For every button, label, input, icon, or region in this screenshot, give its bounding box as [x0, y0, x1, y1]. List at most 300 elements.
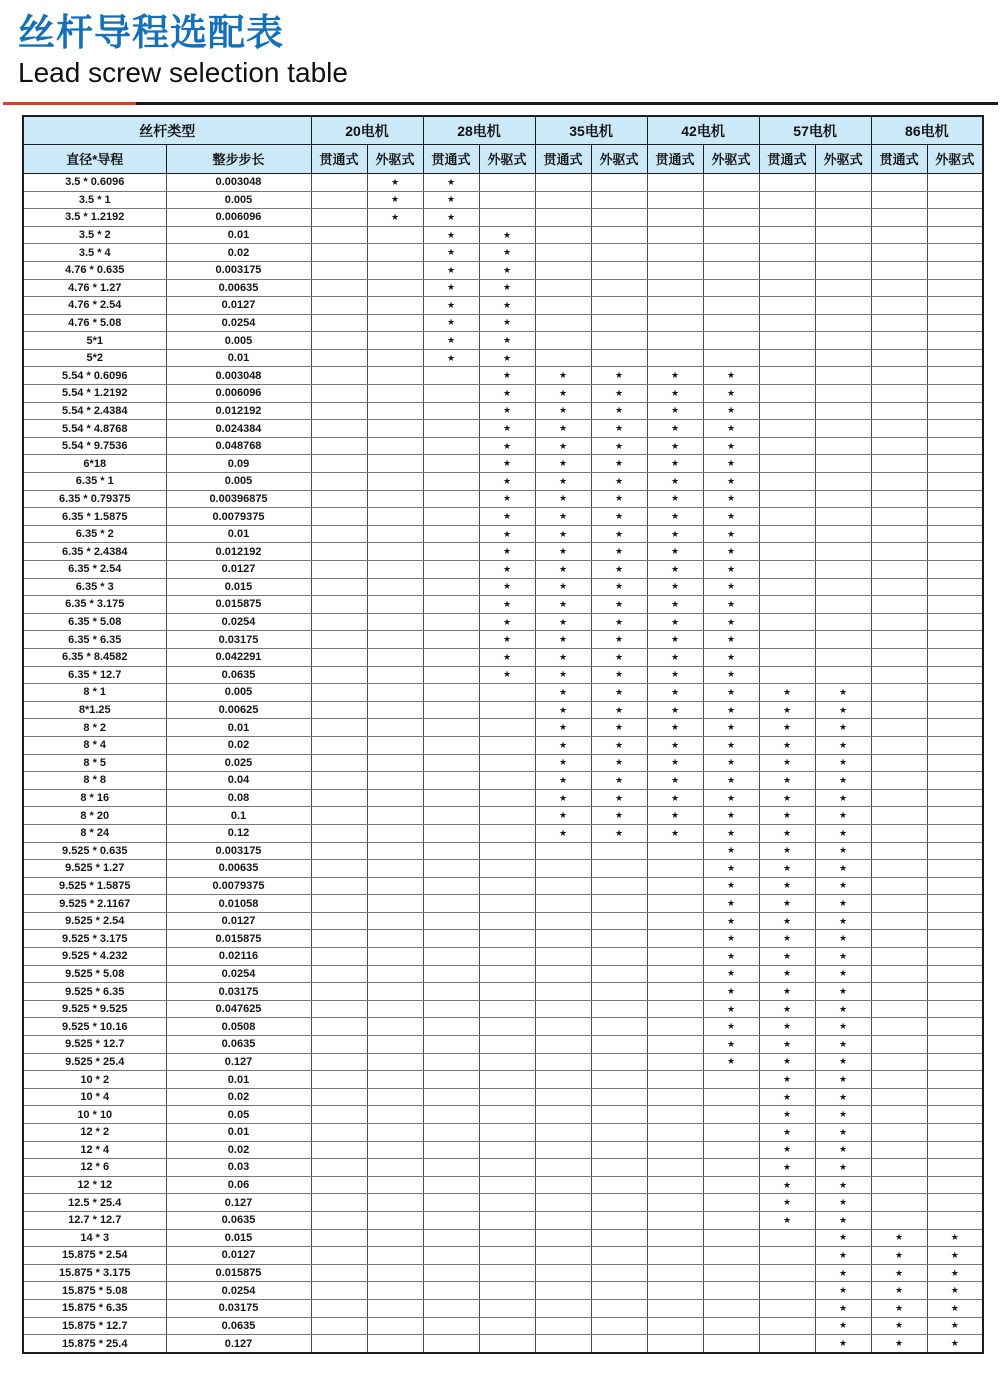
- empty-cell: [311, 332, 367, 350]
- empty-cell: [591, 1000, 647, 1018]
- empty-cell: [423, 1018, 479, 1036]
- empty-cell: [591, 1264, 647, 1282]
- empty-cell: [591, 226, 647, 244]
- star-cell: ★: [535, 701, 591, 719]
- star-cell: ★: [703, 473, 759, 491]
- star-cell: ★: [535, 455, 591, 473]
- empty-cell: [591, 1194, 647, 1212]
- empty-cell: [591, 983, 647, 1001]
- empty-cell: [311, 983, 367, 1001]
- empty-cell: [871, 807, 927, 825]
- empty-cell: [423, 473, 479, 491]
- empty-cell: [367, 666, 423, 684]
- empty-cell: [311, 314, 367, 332]
- star-cell: ★: [479, 297, 535, 315]
- empty-cell: [927, 1176, 983, 1194]
- table-row: [23, 173, 983, 191]
- empty-cell: [423, 1264, 479, 1282]
- star-cell: ★: [815, 1141, 871, 1159]
- full-step-cell: 0.0635: [166, 666, 311, 684]
- empty-cell: [423, 578, 479, 596]
- star-cell: ★: [591, 473, 647, 491]
- empty-cell: [367, 789, 423, 807]
- star-cell: ★: [591, 508, 647, 526]
- empty-cell: [311, 701, 367, 719]
- star-cell: ★: [535, 719, 591, 737]
- empty-cell: [759, 525, 815, 543]
- empty-cell: [815, 314, 871, 332]
- empty-cell: [423, 842, 479, 860]
- star-cell: ★: [479, 455, 535, 473]
- star-cell: ★: [535, 613, 591, 631]
- empty-cell: [311, 455, 367, 473]
- empty-cell: [871, 314, 927, 332]
- star-cell: ★: [703, 824, 759, 842]
- empty-cell: [927, 332, 983, 350]
- star-cell: ★: [703, 490, 759, 508]
- star-cell: ★: [815, 1159, 871, 1177]
- empty-cell: [479, 191, 535, 209]
- empty-cell: [591, 173, 647, 191]
- empty-cell: [311, 543, 367, 561]
- empty-cell: [591, 1053, 647, 1071]
- star-cell: ★: [535, 402, 591, 420]
- empty-cell: [871, 596, 927, 614]
- star-cell: ★: [591, 420, 647, 438]
- empty-cell: [367, 1036, 423, 1054]
- star-cell: ★: [703, 367, 759, 385]
- empty-cell: [815, 631, 871, 649]
- diameter-lead-cell: 6.35 * 1.5875: [23, 508, 166, 526]
- empty-cell: [927, 666, 983, 684]
- header-full-step: 整步步长: [166, 144, 311, 173]
- empty-cell: [591, 1071, 647, 1089]
- empty-cell: [591, 1299, 647, 1317]
- empty-cell: [367, 1282, 423, 1300]
- empty-cell: [311, 877, 367, 895]
- empty-cell: [647, 314, 703, 332]
- empty-cell: [367, 578, 423, 596]
- empty-cell: [759, 473, 815, 491]
- empty-cell: [367, 561, 423, 579]
- empty-cell: [423, 701, 479, 719]
- empty-cell: [367, 332, 423, 350]
- full-step-cell: 0.02: [166, 736, 311, 754]
- empty-cell: [927, 983, 983, 1001]
- full-step-cell: 0.03175: [166, 983, 311, 1001]
- empty-cell: [479, 1088, 535, 1106]
- empty-cell: [647, 860, 703, 878]
- empty-cell: [535, 1194, 591, 1212]
- star-cell: ★: [871, 1282, 927, 1300]
- table-row: [23, 244, 983, 262]
- star-cell: ★: [759, 1124, 815, 1142]
- star-cell: ★: [815, 983, 871, 1001]
- empty-cell: [703, 1088, 759, 1106]
- empty-cell: [703, 297, 759, 315]
- diameter-lead-cell: 3.5 * 1: [23, 191, 166, 209]
- full-step-cell: 0.015: [166, 578, 311, 596]
- empty-cell: [367, 824, 423, 842]
- star-cell: ★: [479, 525, 535, 543]
- empty-cell: [759, 279, 815, 297]
- empty-cell: [927, 525, 983, 543]
- empty-cell: [703, 1335, 759, 1354]
- empty-cell: [871, 1194, 927, 1212]
- empty-cell: [647, 1141, 703, 1159]
- empty-cell: [311, 226, 367, 244]
- empty-cell: [311, 525, 367, 543]
- star-cell: ★: [815, 1247, 871, 1265]
- diameter-lead-cell: 6.35 * 8.4582: [23, 648, 166, 666]
- empty-cell: [423, 754, 479, 772]
- empty-cell: [367, 1088, 423, 1106]
- diameter-lead-cell: 3.5 * 2: [23, 226, 166, 244]
- star-cell: ★: [703, 754, 759, 772]
- star-cell: ★: [423, 279, 479, 297]
- star-cell: ★: [535, 543, 591, 561]
- star-cell: ★: [647, 367, 703, 385]
- star-cell: ★: [535, 437, 591, 455]
- empty-cell: [367, 684, 423, 702]
- empty-cell: [535, 965, 591, 983]
- table-row: [23, 824, 983, 842]
- table-row: [23, 1264, 983, 1282]
- full-step-cell: 0.003048: [166, 173, 311, 191]
- empty-cell: [311, 1088, 367, 1106]
- empty-cell: [423, 1176, 479, 1194]
- star-cell: ★: [479, 666, 535, 684]
- empty-cell: [535, 332, 591, 350]
- star-cell: ★: [703, 895, 759, 913]
- empty-cell: [479, 209, 535, 227]
- empty-cell: [423, 1299, 479, 1317]
- table-row: [23, 948, 983, 966]
- empty-cell: [479, 684, 535, 702]
- empty-cell: [367, 279, 423, 297]
- header-screw-type: 丝杆类型: [23, 116, 311, 144]
- empty-cell: [871, 684, 927, 702]
- diameter-lead-cell: 5.54 * 0.6096: [23, 367, 166, 385]
- star-cell: ★: [759, 807, 815, 825]
- empty-cell: [367, 1176, 423, 1194]
- empty-cell: [311, 736, 367, 754]
- star-cell: ★: [703, 860, 759, 878]
- star-cell: ★: [647, 666, 703, 684]
- empty-cell: [647, 1264, 703, 1282]
- table-row: [23, 1159, 983, 1177]
- star-cell: ★: [479, 279, 535, 297]
- star-cell: ★: [759, 983, 815, 1001]
- empty-cell: [479, 1317, 535, 1335]
- diameter-lead-cell: 10 * 10: [23, 1106, 166, 1124]
- header-external-drive-42: 外驱式: [703, 144, 759, 173]
- full-step-cell: 0.02: [166, 1088, 311, 1106]
- empty-cell: [871, 789, 927, 807]
- empty-cell: [535, 244, 591, 262]
- empty-cell: [815, 596, 871, 614]
- empty-cell: [759, 1264, 815, 1282]
- empty-cell: [423, 860, 479, 878]
- empty-cell: [311, 437, 367, 455]
- empty-cell: [871, 561, 927, 579]
- star-cell: ★: [535, 525, 591, 543]
- diameter-lead-cell: 6.35 * 3.175: [23, 596, 166, 614]
- diameter-lead-cell: 9.525 * 10.16: [23, 1018, 166, 1036]
- empty-cell: [367, 244, 423, 262]
- empty-cell: [311, 1000, 367, 1018]
- empty-cell: [815, 332, 871, 350]
- star-cell: ★: [479, 648, 535, 666]
- star-cell: ★: [367, 209, 423, 227]
- full-step-cell: 0.127: [166, 1194, 311, 1212]
- star-cell: ★: [535, 772, 591, 790]
- diameter-lead-cell: 9.525 * 12.7: [23, 1036, 166, 1054]
- full-step-cell: 0.03175: [166, 1299, 311, 1317]
- empty-cell: [647, 226, 703, 244]
- empty-cell: [311, 1159, 367, 1177]
- star-cell: ★: [479, 437, 535, 455]
- star-cell: ★: [367, 191, 423, 209]
- table-row: [23, 648, 983, 666]
- star-cell: ★: [703, 578, 759, 596]
- empty-cell: [367, 385, 423, 403]
- empty-cell: [703, 173, 759, 191]
- table-row: [23, 314, 983, 332]
- star-cell: ★: [703, 930, 759, 948]
- star-cell: ★: [927, 1229, 983, 1247]
- empty-cell: [591, 860, 647, 878]
- empty-cell: [311, 1247, 367, 1265]
- empty-cell: [479, 772, 535, 790]
- diameter-lead-cell: 8 * 16: [23, 789, 166, 807]
- empty-cell: [927, 912, 983, 930]
- lead-screw-selection-table: [22, 115, 984, 1354]
- star-cell: ★: [871, 1317, 927, 1335]
- empty-cell: [311, 1106, 367, 1124]
- star-cell: ★: [535, 508, 591, 526]
- star-cell: ★: [647, 754, 703, 772]
- diameter-lead-cell: 12.5 * 25.4: [23, 1194, 166, 1212]
- empty-cell: [703, 1211, 759, 1229]
- empty-cell: [871, 1124, 927, 1142]
- empty-cell: [535, 226, 591, 244]
- empty-cell: [927, 297, 983, 315]
- star-cell: ★: [647, 543, 703, 561]
- star-cell: ★: [535, 807, 591, 825]
- empty-cell: [871, 261, 927, 279]
- empty-cell: [927, 648, 983, 666]
- full-step-cell: 0.0635: [166, 1317, 311, 1335]
- empty-cell: [871, 912, 927, 930]
- empty-cell: [871, 402, 927, 420]
- empty-cell: [535, 930, 591, 948]
- empty-cell: [535, 1018, 591, 1036]
- empty-cell: [871, 209, 927, 227]
- full-step-cell: 0.048768: [166, 437, 311, 455]
- empty-cell: [479, 1000, 535, 1018]
- table-row: [23, 349, 983, 367]
- empty-cell: [927, 490, 983, 508]
- star-cell: ★: [591, 402, 647, 420]
- empty-cell: [647, 1335, 703, 1354]
- star-cell: ★: [535, 736, 591, 754]
- star-cell: ★: [759, 1053, 815, 1071]
- star-cell: ★: [479, 578, 535, 596]
- empty-cell: [311, 261, 367, 279]
- star-cell: ★: [591, 719, 647, 737]
- star-cell: ★: [759, 860, 815, 878]
- empty-cell: [759, 578, 815, 596]
- empty-cell: [647, 1317, 703, 1335]
- empty-cell: [759, 226, 815, 244]
- star-cell: ★: [479, 226, 535, 244]
- table-row: [23, 772, 983, 790]
- star-cell: ★: [703, 596, 759, 614]
- empty-cell: [927, 1194, 983, 1212]
- table-row: [23, 736, 983, 754]
- empty-cell: [759, 1282, 815, 1300]
- empty-cell: [871, 895, 927, 913]
- star-cell: ★: [871, 1229, 927, 1247]
- star-cell: ★: [815, 930, 871, 948]
- empty-cell: [423, 420, 479, 438]
- full-step-cell: 0.005: [166, 191, 311, 209]
- empty-cell: [423, 613, 479, 631]
- diameter-lead-cell: 6.35 * 3: [23, 578, 166, 596]
- star-cell: ★: [479, 613, 535, 631]
- empty-cell: [759, 1299, 815, 1317]
- diameter-lead-cell: 8 * 2: [23, 719, 166, 737]
- diameter-lead-cell: 10 * 4: [23, 1088, 166, 1106]
- empty-cell: [535, 1176, 591, 1194]
- table-row: [23, 983, 983, 1001]
- star-cell: ★: [535, 385, 591, 403]
- empty-cell: [311, 842, 367, 860]
- full-step-cell: 0.003175: [166, 261, 311, 279]
- empty-cell: [591, 1317, 647, 1335]
- star-cell: ★: [703, 772, 759, 790]
- empty-cell: [423, 1036, 479, 1054]
- star-cell: ★: [591, 736, 647, 754]
- star-cell: ★: [647, 455, 703, 473]
- star-cell: ★: [591, 666, 647, 684]
- empty-cell: [871, 1036, 927, 1054]
- star-cell: ★: [703, 420, 759, 438]
- full-step-cell: 0.03: [166, 1159, 311, 1177]
- empty-cell: [423, 1106, 479, 1124]
- empty-cell: [479, 948, 535, 966]
- empty-cell: [479, 842, 535, 860]
- star-cell: ★: [703, 561, 759, 579]
- empty-cell: [759, 402, 815, 420]
- full-step-cell: 0.01: [166, 719, 311, 737]
- empty-cell: [647, 1299, 703, 1317]
- empty-cell: [311, 912, 367, 930]
- star-cell: ★: [591, 631, 647, 649]
- star-cell: ★: [647, 613, 703, 631]
- empty-cell: [647, 1053, 703, 1071]
- star-cell: ★: [647, 648, 703, 666]
- empty-cell: [927, 736, 983, 754]
- diameter-lead-cell: 3.5 * 1.2192: [23, 209, 166, 227]
- star-cell: ★: [871, 1247, 927, 1265]
- star-cell: ★: [479, 490, 535, 508]
- empty-cell: [871, 701, 927, 719]
- table-row: [23, 473, 983, 491]
- star-cell: ★: [703, 455, 759, 473]
- table-row: [23, 279, 983, 297]
- star-cell: ★: [815, 1264, 871, 1282]
- empty-cell: [647, 1124, 703, 1142]
- star-cell: ★: [703, 1000, 759, 1018]
- diameter-lead-cell: 9.525 * 3.175: [23, 930, 166, 948]
- full-step-cell: 0.015: [166, 1229, 311, 1247]
- empty-cell: [367, 525, 423, 543]
- empty-cell: [591, 1211, 647, 1229]
- empty-cell: [479, 754, 535, 772]
- empty-cell: [703, 1264, 759, 1282]
- star-cell: ★: [535, 473, 591, 491]
- table-row: [23, 1018, 983, 1036]
- star-cell: ★: [591, 367, 647, 385]
- empty-cell: [815, 543, 871, 561]
- empty-cell: [367, 490, 423, 508]
- star-cell: ★: [815, 1229, 871, 1247]
- diameter-lead-cell: 9.525 * 2.54: [23, 912, 166, 930]
- empty-cell: [367, 1335, 423, 1354]
- diameter-lead-cell: 9.525 * 2.1167: [23, 895, 166, 913]
- table-row: [23, 877, 983, 895]
- star-cell: ★: [703, 719, 759, 737]
- empty-cell: [311, 965, 367, 983]
- empty-cell: [871, 860, 927, 878]
- empty-cell: [311, 297, 367, 315]
- star-cell: ★: [703, 983, 759, 1001]
- empty-cell: [871, 508, 927, 526]
- diameter-lead-cell: 5.54 * 1.2192: [23, 385, 166, 403]
- empty-cell: [423, 561, 479, 579]
- star-cell: ★: [815, 754, 871, 772]
- empty-cell: [871, 173, 927, 191]
- empty-cell: [647, 895, 703, 913]
- empty-cell: [367, 437, 423, 455]
- empty-cell: [647, 948, 703, 966]
- diameter-lead-cell: 12 * 12: [23, 1176, 166, 1194]
- diameter-lead-cell: 10 * 2: [23, 1071, 166, 1089]
- empty-cell: [367, 473, 423, 491]
- empty-cell: [703, 1176, 759, 1194]
- empty-cell: [479, 860, 535, 878]
- empty-cell: [367, 455, 423, 473]
- table-row: [23, 1141, 983, 1159]
- full-step-cell: 0.02: [166, 1141, 311, 1159]
- empty-cell: [423, 895, 479, 913]
- star-cell: ★: [535, 824, 591, 842]
- empty-cell: [815, 261, 871, 279]
- empty-cell: [871, 1159, 927, 1177]
- empty-cell: [871, 754, 927, 772]
- star-cell: ★: [759, 824, 815, 842]
- empty-cell: [367, 1124, 423, 1142]
- empty-cell: [479, 719, 535, 737]
- empty-cell: [703, 209, 759, 227]
- empty-cell: [423, 385, 479, 403]
- star-cell: ★: [647, 525, 703, 543]
- star-cell: ★: [591, 807, 647, 825]
- empty-cell: [535, 983, 591, 1001]
- empty-cell: [479, 824, 535, 842]
